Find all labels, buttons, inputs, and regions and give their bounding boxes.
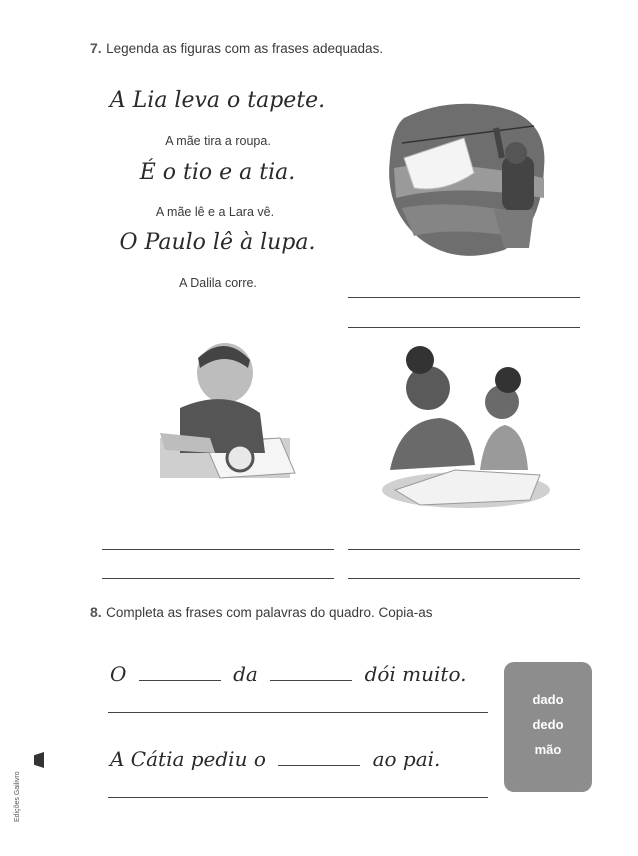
copy-line[interactable] xyxy=(108,712,488,713)
answer-line[interactable] xyxy=(348,297,580,298)
answer-line[interactable] xyxy=(348,578,580,579)
exercise-8-number: 8. xyxy=(90,604,102,620)
exercise-7-instruction: Legenda as figuras com as frases adequadas. xyxy=(106,41,384,56)
blank-field[interactable] xyxy=(278,763,360,766)
sentence-1: A Lia leva o tapete. xyxy=(109,88,326,113)
sentence-2: A mãe tira a roupa. xyxy=(165,134,271,148)
fill-sentence-1-part1: O xyxy=(110,662,127,686)
sentence-3: É o tio e a tia. xyxy=(139,160,296,185)
magnifier-reader-illustration xyxy=(140,338,300,488)
publisher-mark xyxy=(14,752,44,822)
exercise-8-instruction: Completa as frases com palavras do quadro. Copia-as xyxy=(106,605,433,620)
fill-sentence-2-part1: A Cátia pediu o xyxy=(110,747,266,771)
answer-line[interactable] xyxy=(348,549,580,550)
answer-line[interactable] xyxy=(348,327,580,328)
word-box xyxy=(504,662,592,792)
blank-field[interactable] xyxy=(139,678,221,681)
word-box-item: mão xyxy=(534,742,562,757)
fill-sentence-2-part2: ao pai. xyxy=(372,747,441,771)
answer-line[interactable] xyxy=(102,549,334,550)
answer-line[interactable] xyxy=(102,578,334,579)
exercise-7-number: 7. xyxy=(90,40,102,56)
sentence-6: A Dalila corre. xyxy=(179,276,257,290)
fill-sentence-1-part3: dói muito. xyxy=(364,662,467,686)
fill-sentence-2 xyxy=(110,747,440,771)
reading-together-illustration xyxy=(380,340,552,510)
publisher-logo-icon xyxy=(34,752,44,768)
sentence-4: A mãe lê e a Lara vê. xyxy=(155,205,275,219)
exercise-7-header xyxy=(90,40,383,58)
publisher-name: Edições Gailivro xyxy=(14,771,21,822)
fill-sentence-1-part2: da xyxy=(233,662,258,686)
fill-sentence-1 xyxy=(110,662,467,686)
sentence-5: O Paulo lê à lupa. xyxy=(119,230,316,255)
blank-field[interactable] xyxy=(270,678,352,681)
word-box-item: dado xyxy=(532,692,564,707)
laundry-illustration xyxy=(384,98,550,260)
word-box-item: dedo xyxy=(532,717,564,732)
exercise-8-header xyxy=(90,604,433,622)
copy-line[interactable] xyxy=(108,797,488,798)
